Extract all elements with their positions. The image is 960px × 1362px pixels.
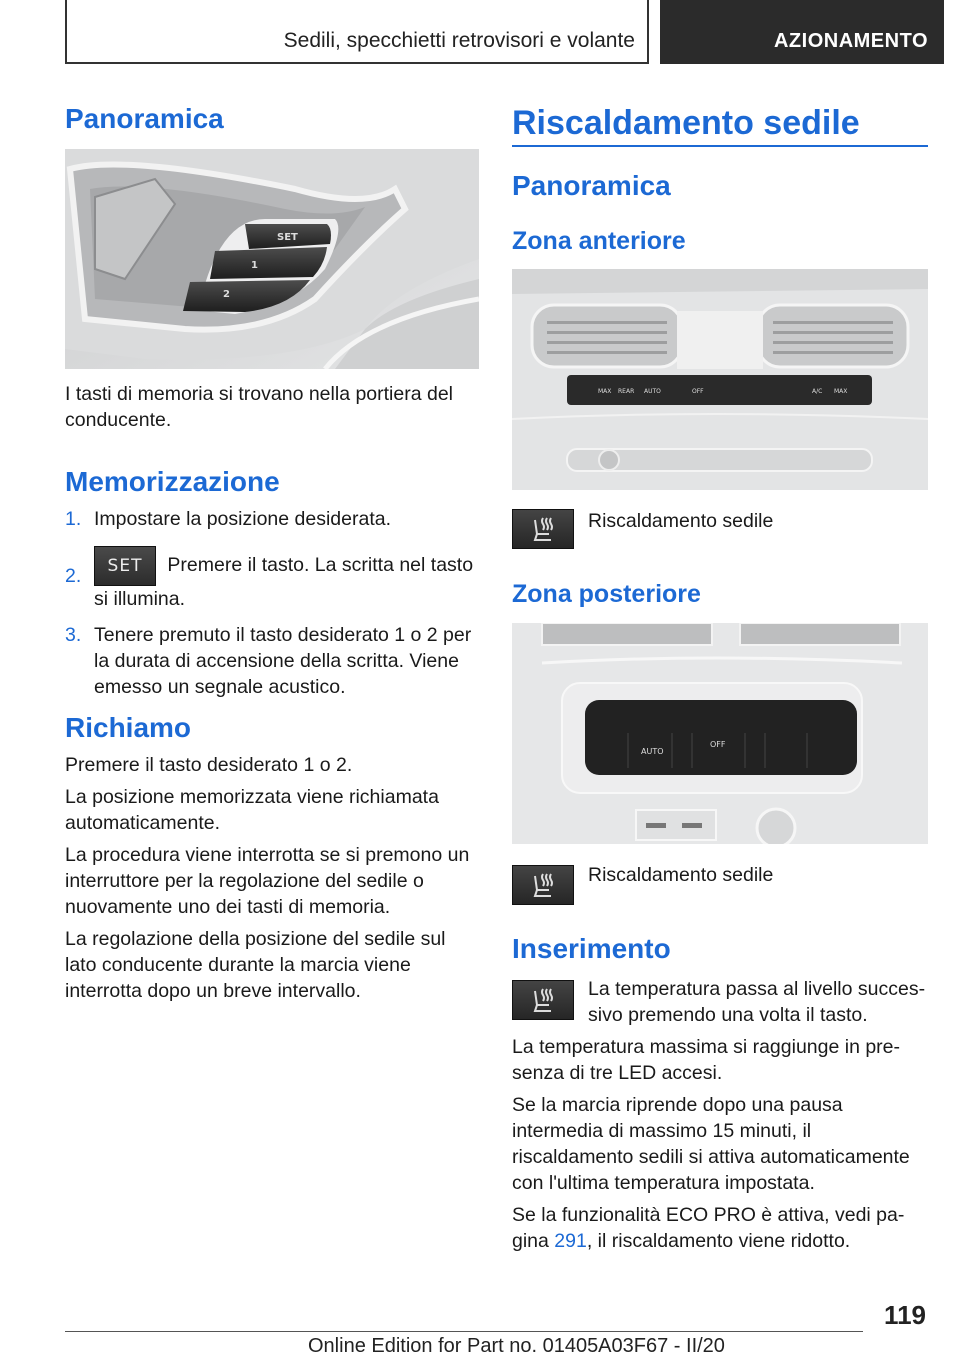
header-chapter-title: AZIONAMENTO — [773, 30, 928, 52]
seat-heating-icon — [512, 865, 574, 905]
title-rule — [512, 145, 928, 147]
insert-body — [512, 1034, 928, 1254]
front-icon-label: Riscaldamento sedile — [588, 510, 774, 532]
svg-text:AUTO: AUTO — [644, 388, 661, 395]
insert-paragraph: Se la marcia riprende dopo una pausa intermedia di massimo 15 minuti, il riscaldamento sedili si attiva automaticamente con l'ultima temperatura impostata. — [512, 1094, 910, 1194]
rear-zone-heading: Zona posteriore — [512, 580, 701, 608]
header-chapter-box — [660, 0, 944, 64]
front-console-image — [512, 269, 928, 490]
seat-heating-title: Riscaldamento sedile — [512, 104, 860, 142]
svg-text:SET: SET — [277, 232, 298, 243]
page-link[interactable]: 291 — [554, 1230, 587, 1252]
right-overview-heading: Panoramica — [512, 170, 671, 201]
rear-icon-label: Riscaldamento sedile — [588, 864, 774, 886]
recall-paragraph: La procedura viene interrotta se si premono un interruttore per la regolazione del sedile o nuovamente uno dei tasti di memoria. — [65, 844, 470, 918]
recall-paragraph: Premere il tasto desiderato 1 o 2. — [65, 754, 353, 776]
header-section-box — [65, 0, 649, 64]
footer-rule — [65, 1331, 863, 1332]
step-number: 2. — [65, 565, 82, 587]
set-key-icon: SET — [94, 546, 156, 586]
svg-text:2: 2 — [223, 289, 230, 300]
svg-text:A/C: A/C — [812, 388, 823, 395]
svg-text:REAR: REAR — [618, 388, 635, 395]
memorization-steps — [65, 506, 479, 700]
insert-icon-text: La temperatura passa al livello successivo premendo una volta il tasto. — [588, 978, 926, 1026]
memory-buttons-image — [65, 149, 479, 369]
step-text: Impostare la posizione desiderata. — [94, 508, 392, 530]
step-text: Tenere premuto il tasto desiderato 1 o 2 per la durata di accensione della scritta. Viene emesso un segnale acustico. — [94, 624, 472, 698]
svg-text:MAX: MAX — [598, 388, 612, 395]
svg-text:OFF: OFF — [692, 388, 704, 395]
eco-text-after: , il riscaldamento viene ridotto. — [586, 1230, 851, 1252]
step-number: 1. — [65, 508, 82, 530]
front-zone-heading: Zona anteriore — [512, 227, 686, 255]
header-section-title: Sedili, specchietti retrovisori e volante — [283, 29, 635, 52]
svg-text:OFF: OFF — [710, 740, 726, 749]
seat-heating-icon — [512, 980, 574, 1020]
eco-text-before: Se la funzionalità ECO PRO è attiva, vedi pagina — [512, 1204, 905, 1252]
step-text: Premere il tasto. La scritta nel tasto si illumina. — [94, 554, 474, 610]
recall-heading: Richiamo — [65, 712, 192, 743]
recall-paragraph: La regolazione della posizione del sedile sul lato conducente durante la marcia viene interrotta dopo un breve intervallo. — [65, 928, 446, 1002]
insert-heading: Inserimento — [512, 933, 671, 964]
recall-paragraph: La posizione memorizzata viene richiamata automaticamente. — [65, 786, 439, 834]
svg-text:1: 1 — [251, 260, 258, 271]
seat-heating-icon — [512, 509, 574, 549]
svg-text:AUTO: AUTO — [641, 747, 664, 756]
insert-paragraph: La temperatura massima si raggiunge in presenza di tre LED accesi. — [512, 1036, 901, 1084]
step-item — [65, 546, 479, 612]
svg-text:MAX: MAX — [834, 388, 848, 395]
step-item — [65, 622, 479, 700]
step-item — [65, 506, 479, 532]
memory-image-caption: I tasti di memoria si trovano nella portiera del conducente. — [65, 383, 454, 431]
memorization-heading: Memorizzazione — [65, 466, 280, 497]
footer-edition: Online Edition for Part no. 01405A03F67 - II/20 — [308, 1335, 725, 1357]
page-number: 119 — [884, 1300, 926, 1330]
recall-body — [65, 752, 479, 1004]
step-number: 3. — [65, 624, 82, 646]
eco-paragraph — [512, 1202, 928, 1254]
left-overview-heading: Panoramica — [65, 103, 224, 134]
rear-console-image — [512, 623, 928, 844]
